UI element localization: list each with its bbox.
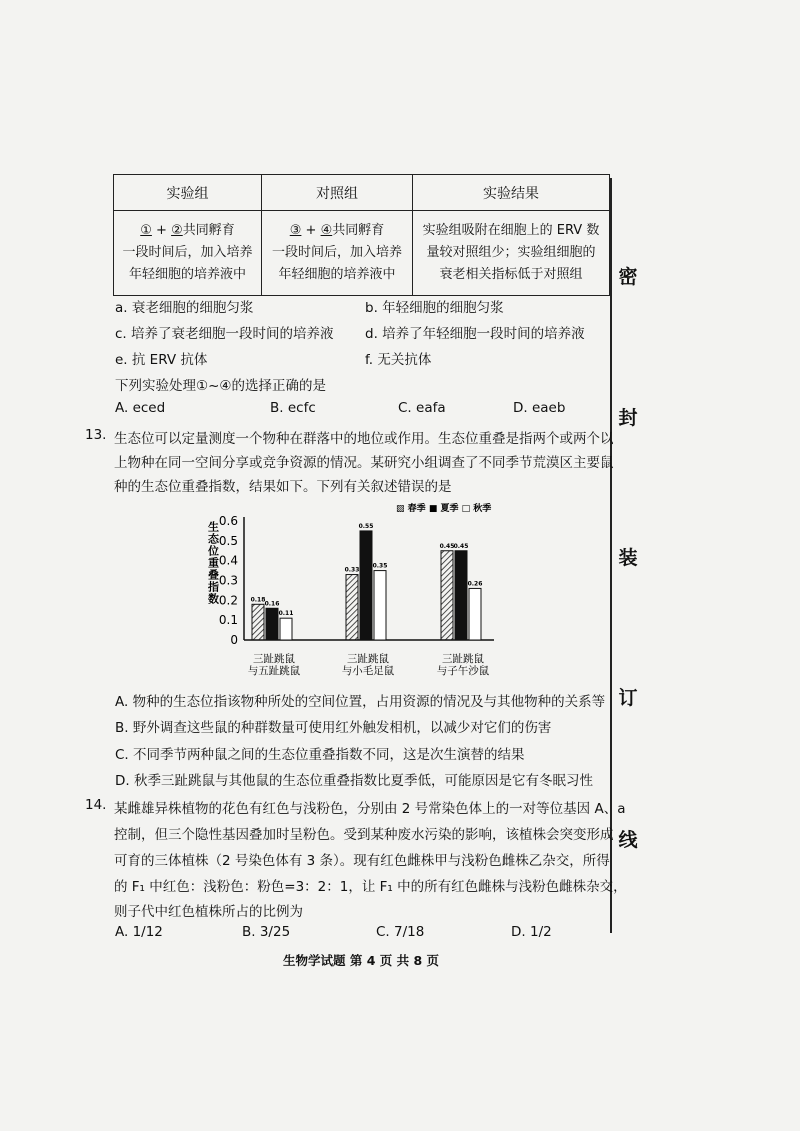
option-c: c. 培养了衰老细胞一段时间的培养液	[115, 326, 334, 342]
table-header-control: 对照组	[262, 175, 413, 211]
bar-value-label: 0.33	[344, 566, 360, 574]
bar-value-label: 0.55	[358, 522, 374, 530]
cell-text: 实验组吸附在细胞上的 ERV 数	[422, 223, 600, 238]
blank-3: ③	[289, 223, 302, 238]
bar-春季-2	[441, 551, 453, 640]
bar-夏季-1	[360, 531, 372, 640]
bar-value-label: 0.16	[264, 600, 280, 608]
option-f: f. 无关抗体	[365, 352, 432, 368]
x-category-label: 三趾跳鼠	[347, 653, 389, 665]
bar-value-label: 0.18	[250, 596, 266, 604]
option-a: a. 衰老细胞的细胞匀浆	[115, 300, 254, 316]
page-footer: 生物学试题 第 4 页 共 8 页	[283, 953, 440, 968]
cell-text: 年轻细胞的培养液中	[278, 267, 396, 282]
legend-mark-summer: ■	[428, 504, 438, 514]
binding-char-xian: 线	[618, 829, 638, 851]
chart-legend	[396, 502, 491, 514]
legend-summer: 夏季	[440, 504, 459, 514]
q12-choice-c: C. eafa	[398, 400, 446, 416]
x-category-label: 三趾跳鼠	[442, 653, 484, 665]
table-cell-experimental	[114, 211, 262, 296]
q13-number: 13.	[85, 427, 107, 443]
cell-text: 衰老相关指标低于对照组	[439, 267, 583, 282]
q14-choice-d: D. 1/2	[511, 924, 552, 940]
q12-stem: 下列实验处理①~④的选择正确的是	[115, 378, 327, 394]
q13-stem-line: 上物种在同一空间分享或竞争资源的情况。某研究小组调查了不同季节荒漠区主要鼠	[114, 455, 614, 471]
option-e: e. 抗 ERV 抗体	[115, 352, 208, 368]
bar-秋季-0	[280, 618, 292, 640]
niche-overlap-chart	[200, 500, 500, 680]
x-category-label: 三趾跳鼠	[253, 653, 295, 665]
q14-stem-line: 控制，但三个隐性基因叠加时呈粉色。受到某种废水污染的影响，该植株会突变形成	[114, 827, 614, 843]
q13-choice-d: D. 秋季三趾跳鼠与其他鼠的生态位重叠指数比夏季低，可能原因是它有冬眠习性	[115, 773, 593, 789]
cell-text: 共同孵育	[332, 223, 385, 238]
bar-value-label: 0.45	[453, 542, 469, 550]
bar-value-label: 0.45	[439, 542, 455, 550]
y-tick-label: 0	[230, 633, 238, 647]
q14-choice-a: A. 1/12	[115, 924, 163, 940]
blank-2: ②	[171, 223, 183, 238]
q14-stem-line: 可育的三体植株（2 号染色体有 3 条）。现有红色雌株甲与浅粉色雌株乙杂交，所得	[114, 853, 610, 869]
binding-char-mi: 密	[618, 266, 638, 288]
x-category-label: 与子午沙鼠	[436, 665, 490, 677]
y-tick-label: 0.4	[218, 553, 238, 568]
q13-stem-line: 生态位可以定量测度一个物种在群落中的地位或作用。生态位重叠是指两个或两个以	[114, 431, 614, 447]
bar-value-label: 0.35	[372, 562, 388, 570]
bar-秋季-1	[374, 571, 386, 640]
legend-mark-autumn: □	[461, 504, 471, 514]
cell-text: 年轻细胞的培养液中	[128, 267, 246, 282]
bar-春季-0	[252, 604, 264, 640]
table-header-result: 实验结果	[413, 175, 610, 211]
q12-choice-a: A. eced	[115, 400, 166, 416]
y-tick-label: 0.1	[218, 613, 238, 628]
bar-value-label: 0.11	[278, 610, 294, 618]
q13-choice-c: C. 不同季节两种鼠之间的生态位重叠指数不同，这是次生演替的结果	[115, 747, 525, 763]
bar-夏季-2	[455, 551, 467, 640]
q12-choice-d: D. eaeb	[513, 400, 566, 416]
y-tick-label: 0.2	[218, 593, 238, 608]
q13-choice-a: A. 物种的生态位指该物种所处的空间位置，占用资源的情况及与其他物种的关系等	[115, 694, 606, 710]
y-tick-label: 0.5	[218, 533, 238, 548]
legend-entries	[396, 502, 491, 514]
option-b: b. 年轻细胞的细胞匀浆	[365, 300, 504, 316]
experiment-table	[113, 174, 610, 296]
binding-char-ding: 订	[618, 687, 638, 709]
cell-text: 共同孵育	[182, 223, 235, 238]
plus-sign: +	[151, 223, 172, 238]
legend-spring: 春季	[407, 504, 426, 514]
q14-stem-line: 某雌雄异株植物的花色有红色与浅粉色，分别由 2 号常染色体上的一对等位基因 A、a	[114, 801, 626, 817]
blank-4: ④	[320, 223, 333, 238]
chart-bars	[251, 523, 483, 640]
legend-autumn: 秋季	[473, 504, 492, 514]
bar-夏季-0	[266, 608, 278, 640]
y-tick-label: 0.6	[218, 514, 238, 528]
binding-char-feng: 封	[618, 407, 638, 429]
q14-stem-line: 的 F₁ 中红色：浅粉色：粉色=3：2：1，让 F₁ 中的所有红色雌株与浅粉色雌株杂交，	[114, 879, 627, 895]
cell-text: 一段时间后，加入培养	[271, 245, 402, 260]
y-tick-label: 0.3	[218, 573, 238, 588]
plus-sign: +	[301, 223, 321, 238]
binding-line	[610, 178, 612, 933]
q12-choice-b: B. ecfc	[270, 400, 316, 416]
blank-1: ①	[140, 223, 152, 238]
cell-text: 一段时间后，加入培养	[122, 245, 253, 260]
cell-text: 量较对照组少；实验组细胞的	[426, 245, 596, 260]
binding-char-zhuang: 装	[618, 547, 638, 569]
table-cell-control	[262, 211, 413, 296]
legend-mark-spring: ▨	[396, 504, 405, 514]
q14-stem-line: 则子代中红色植株所占的比例为	[114, 904, 303, 920]
q14-number: 14.	[85, 797, 107, 813]
table-header-experimental: 实验组	[114, 175, 262, 211]
option-d: d. 培养了年轻细胞一段时间的培养液	[365, 326, 585, 342]
x-category-label: 与五趾跳鼠	[247, 665, 301, 677]
q14-choice-b: B. 3/25	[242, 924, 291, 940]
y-axis-label: 生态位重叠指数	[206, 521, 220, 605]
x-category-label: 与小毛足鼠	[341, 665, 395, 677]
table-cell-result	[413, 211, 610, 296]
q13-choice-b: B. 野外调查这些鼠的种群数量可使用红外触发相机，以减少对它们的伤害	[115, 720, 552, 736]
q13-stem-line: 种的生态位重叠指数，结果如下。下列有关叙述错误的是	[114, 479, 452, 495]
bar-value-label: 0.26	[467, 580, 483, 588]
q14-choice-c: C. 7/18	[376, 924, 425, 940]
bar-春季-1	[346, 575, 358, 640]
bar-秋季-2	[469, 588, 481, 640]
